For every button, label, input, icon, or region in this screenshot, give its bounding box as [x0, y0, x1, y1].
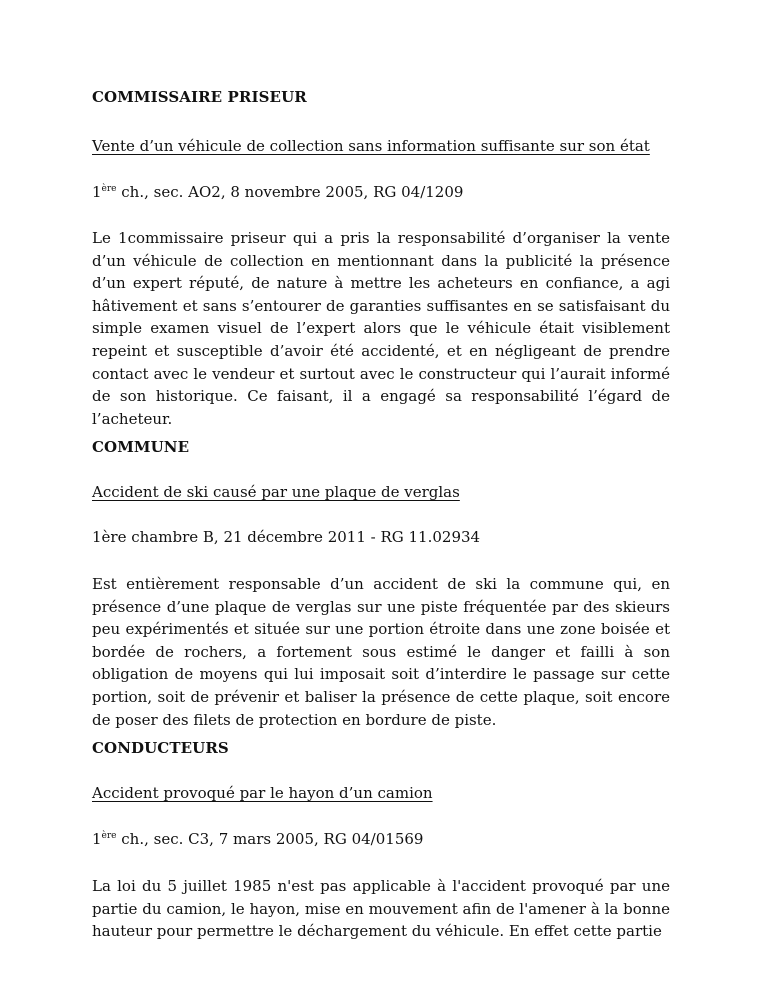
ref-details: ch., sec. C3, 7 mars 2005, RG 04/01569 [116, 830, 424, 848]
case-subject: Accident provoqué par le hayon d’un camion [92, 784, 433, 802]
case-reference [92, 829, 423, 849]
case-summary: Est entièrement responsable d’un accident de ski la commune qui, en présence d’une plaque de verglas sur une piste fréquentée par des skieurs peu expérimentés et située sur une portion étroite dans une zone boisée et bordée de rochers, a fortement sous estimé le danger et failli à son obligation de moyens qui lui imposait soit d’interdire le passage sur cette portion, soit de prévenir et baliser la présence de cette plaque, soit encore de poser des filets de protection en bordure de piste. [92, 575, 670, 729]
case-subject: Accident de ski causé par une plaque de verglas [92, 483, 460, 501]
ref-details: ch., sec. AO2, 8 novembre 2005, RG 04/1209 [116, 183, 464, 201]
case-reference [92, 182, 463, 202]
case-summary: La loi du 5 juillet 1985 n'est pas applicable à l'accident provoqué par une partie du camion, le hayon, mise en mouvement afin de l'amener à la bonne hauteur pour permettre le déchargement du véhicule. En effet cette partie [92, 877, 670, 941]
ref-number: 1 [92, 830, 102, 848]
case-subject: Vente d’un véhicule de collection sans information suffisante sur son état [92, 137, 650, 155]
ref-superscript: ère [101, 831, 117, 841]
section-heading: CONDUCTEURS [92, 739, 229, 757]
ref-number: 1 [92, 183, 102, 201]
case-reference: 1ère chambre B, 21 décembre 2011 - RG 11.02934 [92, 528, 481, 546]
section-heading: COMMISSAIRE PRISEUR [92, 88, 307, 106]
case-summary: Le 1commissaire priseur qui a pris la responsabilité d’organiser la vente d’un véhicule de collection en mentionnant dans la publicité la présence d’un expert réputé, de nature à mettre les acheteurs en confiance, a agi hâtivement et sans s’entourer de garanties suffisantes en se satisfaisant du simple examen visuel de l’expert alors que le véhicule était visiblement repeint et susceptible d’avoir été accidenté, et en négligeant de prendre contact avec le vendeur et surtout avec le constructeur qui l’aurait informé de son historique. Ce faisant, il a engagé sa responsabilité l’égard de l’acheteur. [92, 229, 670, 428]
section-heading: COMMUNE [92, 438, 190, 456]
ref-superscript: ère [101, 184, 117, 194]
